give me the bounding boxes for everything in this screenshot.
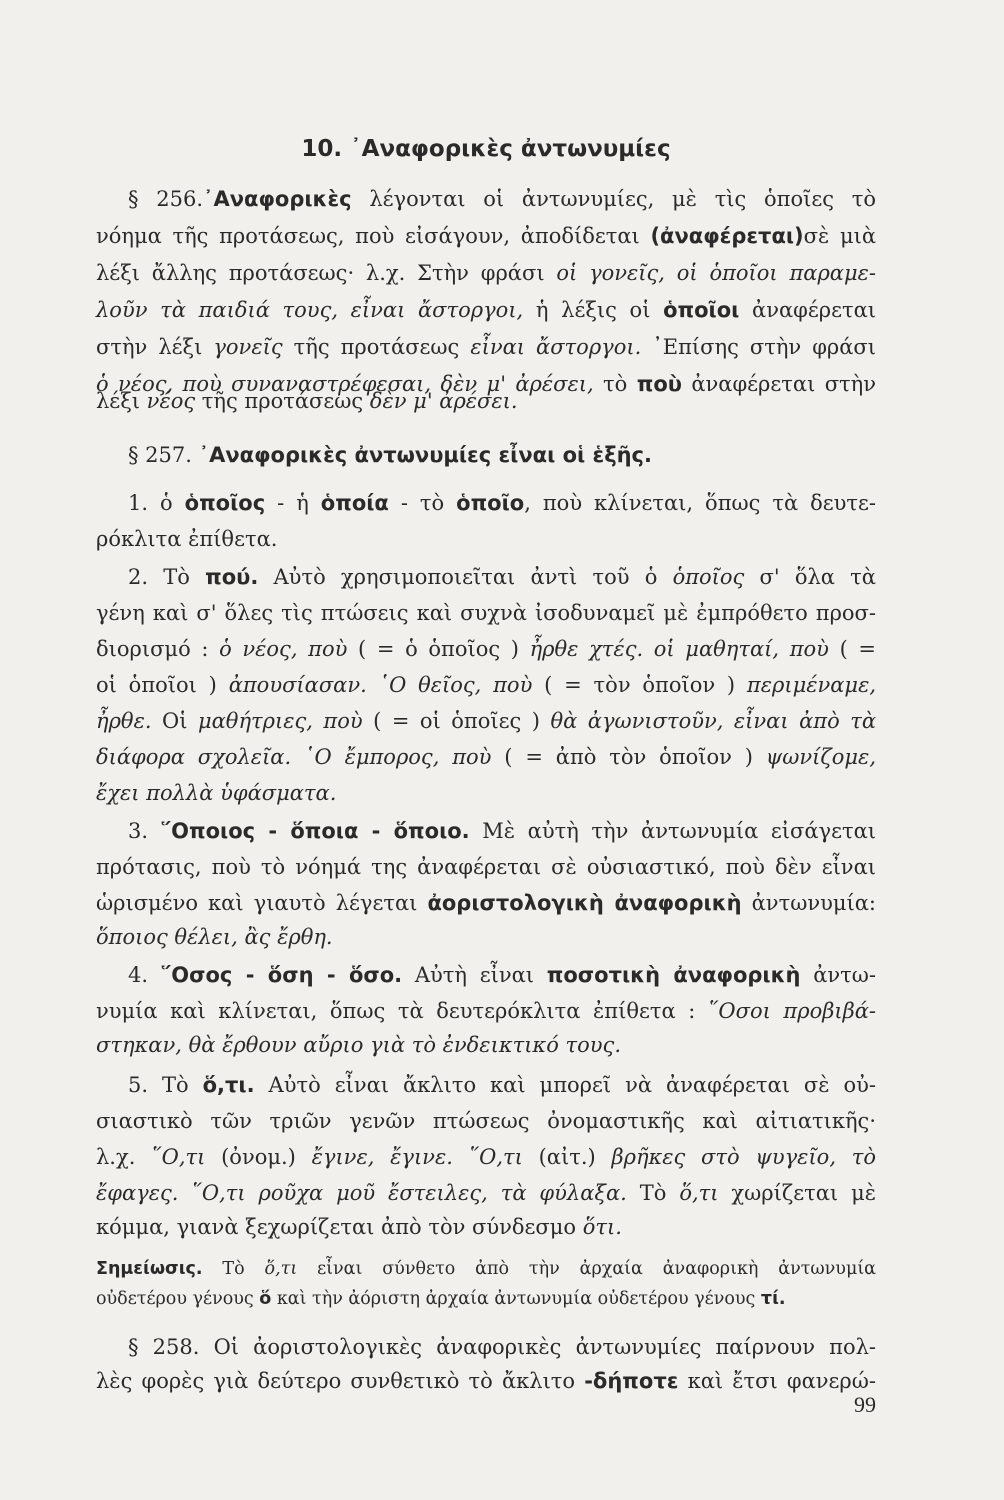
example-italic: εἶναι ἄστοργοι.: [470, 335, 642, 359]
term-bold: ῞Οποιος - ὅποια - ὅποιο.: [160, 819, 470, 843]
text: ἀντωνυμία:: [741, 891, 876, 915]
s256-line-7-text: [96, 386, 876, 416]
term-bold: ὁποῖο: [456, 491, 525, 515]
term-bold: πού.: [205, 565, 259, 589]
text: σὲ μιὰ: [803, 224, 877, 248]
text: 2. Τὸ: [128, 565, 206, 589]
text: λέγονται οἱ ἀντωνυμίες, μὲ τὶς ὁποῖες τὸ: [351, 187, 876, 211]
text: καὶ ἔτσι φανερώ-: [678, 1369, 876, 1393]
example-italic: ἀπουσίασαν. ῾Ο θεῖος, ποὺ: [228, 673, 533, 697]
s257-p2-line-5: [96, 706, 876, 736]
example-italic: οἱ γονεῖς, οἱ ὁποῖοι παραμε-: [556, 261, 877, 285]
text: ( = ἀπὸ τὸν ὁποῖον ): [491, 745, 766, 769]
term-bold: ποὺ: [636, 372, 682, 396]
note-line-1: [96, 1256, 876, 1282]
s258-line-1: § 258. Οἱ ἀοριστολογικὲς ἀναφορικὲς ἀντωνυμίες παίρνουν πολ-: [128, 1335, 876, 1359]
example-italic: περιμέναμε,: [746, 673, 877, 697]
s257-p4-line-2: [96, 996, 876, 1026]
s258-line-2: [96, 1366, 876, 1396]
text: τῆς προτάσεως: [282, 335, 471, 359]
text: ἀντω-: [800, 963, 876, 987]
s257-p5-line-4: [96, 1178, 876, 1208]
section-heading: 10. ᾿Αναφορικὲς ἀντωνυμίες: [301, 136, 671, 162]
s257-p2-line-4: [96, 670, 876, 700]
text: 3.: [128, 819, 161, 843]
s256-line-1: [96, 184, 876, 214]
text: , ποὺ κλίνεται, ὅπως τὰ δευτε-: [524, 491, 877, 515]
text: Αὐτὸ εἶναι ἄκλιτο καὶ μπορεῖ νὰ ἀναφέρεται σὲ οὐ-: [254, 1073, 876, 1097]
text: Αὐτὴ εἶναι: [402, 963, 547, 987]
text: λ.χ.: [96, 1145, 152, 1169]
example-italic: ἔγινε, ἔγινε. ῞Ο,τι: [311, 1145, 523, 1169]
text: ἡ λέξις οἱ: [523, 298, 664, 322]
term-bold: ὁποῖοι: [663, 298, 740, 322]
s256-line-4: [96, 295, 876, 325]
term-bold: -δήποτε: [584, 1369, 679, 1393]
text: Τὸ: [202, 1259, 265, 1279]
text: τῆς προτάσεως: [195, 389, 370, 413]
text: Οἱ: [151, 709, 198, 733]
example-italic: ἔφαγες. ῞Ο,τι ροῦχα μοῦ ἔστειλες, τὰ φύλαξα.: [96, 1181, 627, 1205]
text: εἶναι σύνθετο ἀπὸ τὴν ἀρχαία ἀναφορικὴ ἀντωνυμία: [297, 1259, 877, 1279]
example-italic: βρῆκες στὸ ψυγεῖο, τὸ: [611, 1145, 876, 1169]
s257-p3-line-4: ὅποιος θέλει, ἂς ἔρθη.: [96, 925, 333, 949]
text: σ' ὅλα τὰ: [744, 565, 876, 589]
term-bold: ᾿Αναφορικὲς: [203, 187, 352, 211]
s257-p5-line-1: [96, 1070, 876, 1100]
text: τὸ: [593, 372, 637, 396]
example-italic: νέος: [146, 389, 196, 413]
s257-p3-line-1: [96, 816, 876, 846]
example-italic: διάφορα σχολεῖα. ῾Ο ἔμπορος, ποὺ: [96, 745, 492, 769]
example-italic: ὅτι.: [582, 1215, 622, 1239]
text: οὐδετέρου γένους: [96, 1289, 260, 1309]
term-bold: ποσοτικὴ ἀναφορικὴ: [546, 963, 801, 987]
book-page: [96, 0, 876, 1500]
s257-p5-line-3: [96, 1142, 876, 1172]
text: ( =: [828, 637, 877, 661]
term-bold: ἀοριστολογικὴ ἀναφορικὴ: [427, 891, 742, 915]
example-italic: ῞Ο,τι: [151, 1145, 206, 1169]
text: - τὸ: [388, 491, 457, 515]
text: διορισμό :: [96, 637, 220, 661]
text: ( = ὁ ὁποῖος ): [347, 637, 530, 661]
s257-p2-line-7: ἔχει πολλὰ ὑφάσματα.: [96, 781, 337, 805]
s257-p4-line-1: [96, 960, 876, 990]
s257-p2-line-6: [96, 742, 876, 772]
text: ἀναφέρεται: [739, 298, 876, 322]
text: Τὸ: [626, 1181, 680, 1205]
s257-p5-line-5: [96, 1212, 876, 1242]
text: Μὲ αὐτὴ τὴν ἀντωνυμία εἰσάγεται: [469, 819, 876, 843]
s257-p1-line-1: [96, 488, 876, 518]
s257-p5-line-2: σιαστικὸ τῶν τριῶν γενῶν πτώσεως ὀνομαστικῆς καὶ αἰτιατικῆς·: [96, 1109, 876, 1133]
text: χωρίζεται μὲ: [718, 1181, 876, 1205]
text: στὴν λέξι: [96, 335, 214, 359]
text: καὶ τὴν ἀόριστη ἀρχαία ἀντωνυμία οὐδετέρου γένους: [271, 1289, 761, 1309]
s257-p2-line-2: γένη καὶ σ' ὅλες τὶς πτώσεις καὶ συχνὰ ἰσοδυναμεῖ μὲ ἐμπρόθετο προσ-: [96, 601, 876, 625]
note-line-2: [96, 1286, 876, 1312]
s257-p2-line-3: [96, 634, 876, 664]
example-italic: μαθήτριες, ποὺ: [197, 709, 363, 733]
text: (αἰτ.): [522, 1145, 612, 1169]
text: 5. Τὸ: [128, 1073, 203, 1097]
term-bold: ὅ: [259, 1289, 272, 1309]
s257-p4-line-3: στηκαν, θὰ ἔρθουν αὔριο γιὰ τὸ ἐνδεικτικό τους.: [96, 1033, 621, 1057]
term-bold: τί.: [760, 1289, 786, 1309]
text: ᾿Επίσης στὴν φράσι: [641, 335, 876, 359]
example-italic: ψωνίζομε,: [765, 745, 876, 769]
example-italic: δὲν μ' ἀρέσει.: [369, 389, 518, 413]
example-italic: λοῦν τὰ παιδιά τους, εἶναι ἄστοργοι,: [96, 298, 524, 322]
example-italic: ἦρθε.: [96, 709, 152, 733]
text: νυμία καὶ κλίνεται, ὅπως τὰ δευτερόκλιτα ἐπίθετα :: [96, 999, 708, 1023]
example-italic: ὅ,τι: [679, 1181, 719, 1205]
s256-line-3: [96, 258, 876, 288]
text: 4.: [128, 963, 161, 987]
text: νόημα τῆς προτάσεως, ποὺ εἰσάγουν, ἀποδίδεται: [96, 224, 651, 248]
text: ( = τὸν ὁποῖον ): [532, 673, 747, 697]
example-italic: ῞Οσοι προβιβά-: [707, 999, 877, 1023]
s257-title: [96, 440, 876, 470]
text: λέξι: [96, 389, 147, 413]
s257-p2-line-1: [96, 562, 876, 592]
s257-p3-line-3: [96, 888, 876, 918]
page-number: 99: [854, 1392, 876, 1417]
section-mark: § 257.: [128, 443, 199, 467]
example-italic: ὁ νέος, ποὺ συναναστρέφεσαι, δὲν μ' ἀρέσει,: [96, 372, 594, 396]
text: ὡρισμένο καὶ γιαυτὸ λέγεται: [96, 891, 428, 915]
s257-p3-line-2: πρότασις, ποὺ τὸ νόημά της ἀναφέρεται σὲ οὐσιαστικό, ποὺ δὲν εἶναι: [96, 855, 876, 879]
term-bold: (ἀναφέρεται): [650, 224, 804, 248]
s256-line-2: [96, 221, 876, 251]
text: οἱ ὁποῖοι ): [96, 673, 229, 697]
example-italic: ὁ νέος, ποὺ: [219, 637, 348, 661]
s257-p1-line-2: ρόκλιτα ἐπίθετα.: [96, 527, 278, 551]
text: - ἡ: [265, 491, 321, 515]
example-italic: ἦρθε χτές. οἱ μαθηταί, ποὺ: [529, 637, 829, 661]
text: λὲς φορὲς γιὰ δεύτερο συνθετικὸ τὸ ἄκλιτο: [96, 1369, 585, 1393]
term-bold: ὁποία: [320, 491, 389, 515]
example-italic: γονεῖς: [213, 335, 283, 359]
term-bold: ῞Οσος - ὅση - ὅσο.: [160, 963, 403, 987]
section-mark: § 256.: [128, 187, 203, 211]
example-italic: ὅ,τι: [264, 1259, 298, 1279]
example-italic: θὰ ἀγωνιστοῦν, εἶναι ἀπὸ τὰ: [550, 709, 877, 733]
example-italic: ὁποῖος: [672, 565, 745, 589]
term-bold: ὁποῖος: [184, 491, 266, 515]
text: Αὐτὸ χρησιμοποιεῖται ἀντὶ τοῦ ὁ: [258, 565, 673, 589]
text: λέξι ἄλλης προτάσεως· λ.χ. Στὴν φράσι: [96, 261, 557, 285]
note-label: Σημείωσις.: [96, 1259, 203, 1279]
term-bold: ὅ,τι.: [202, 1073, 255, 1097]
text: κόμμα, γιανὰ ξεχωρίζεται ἀπὸ τὸν σύνδεσμο: [96, 1215, 583, 1239]
s256-line-5: [96, 332, 876, 362]
text: ( = οἱ ὁποῖες ): [362, 709, 551, 733]
text: 1. ὁ: [128, 491, 185, 515]
text: (ὀνομ.): [205, 1145, 312, 1169]
text: ἀναφέρεται στὴν: [681, 372, 876, 396]
term-bold: ᾿Αναφορικὲς ἀντωνυμίες εἶναι οἱ ἑξῆς.: [198, 443, 652, 467]
